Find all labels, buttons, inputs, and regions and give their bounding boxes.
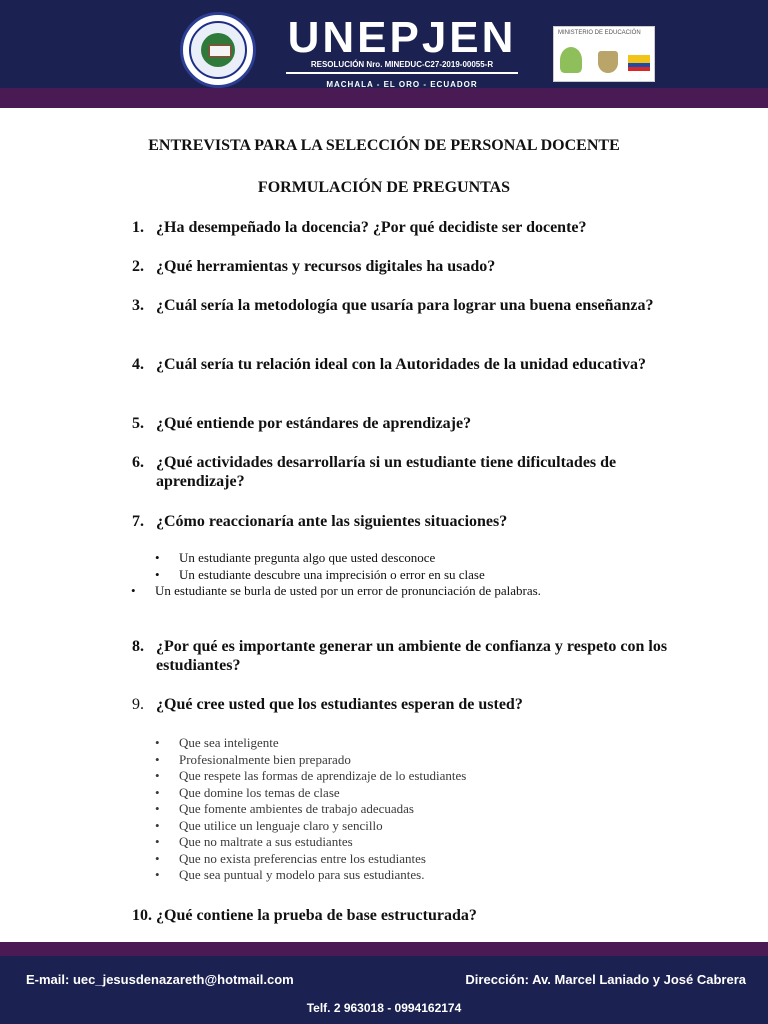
question-number: 5. <box>132 415 144 432</box>
question-text: ¿Qué entiende por estándares de aprendizaje? <box>156 415 472 432</box>
list-item: • Que no exista preferencias entre los estudiantes <box>155 851 625 868</box>
footer-phone: Telf. 2 963018 - 0994162174 <box>306 1001 462 1015</box>
question-item <box>132 906 672 925</box>
document-subtitle: FORMULACIÓN DE PREGUNTAS <box>257 179 511 196</box>
question-number: 4. <box>132 356 144 373</box>
situations-list <box>155 550 625 600</box>
header-accent-band <box>0 88 768 108</box>
question-text: ¿Qué actividades desarrollaría si un estudiante tiene dificultades de aprendizaje? <box>156 454 617 490</box>
question-text: ¿Cómo reaccionaría ante las siguientes situaciones? <box>156 513 508 530</box>
question-item <box>132 695 672 714</box>
resolution-number: RESOLUCIÓN Nro. MINEDUC-C27-2019-00055-R <box>310 60 494 69</box>
header-location: MACHALA - EL ORO - ECUADOR <box>326 80 478 89</box>
question-item <box>132 355 672 374</box>
question-text: ¿Por qué es importante generar un ambiente de confianza y respeto con los estudiantes? <box>156 638 668 674</box>
tree-icon <box>560 47 582 73</box>
question-item <box>132 218 672 237</box>
question-text: ¿Qué herramientas y recursos digitales ha usado? <box>156 258 496 275</box>
question-item <box>132 453 672 491</box>
header-divider <box>286 72 518 74</box>
question-text: ¿Qué contiene la prueba de base estructurada? <box>156 907 477 924</box>
document-title: ENTREVISTA PARA LA SELECCIÓN DE PERSONAL DOCENTE <box>148 137 620 154</box>
list-item: • Profesionalmente bien preparado <box>155 752 625 769</box>
question-text: ¿Ha desempeñado la docencia? ¿Por qué decidiste ser docente? <box>156 219 587 236</box>
question-number: 1. <box>132 219 144 236</box>
ministry-label: MINISTERIO DE EDUCACIÓN <box>558 30 641 36</box>
book-icon <box>209 45 231 57</box>
list-item: • Que utilice un lenguaje claro y sencillo <box>155 818 625 835</box>
question-number: 3. <box>132 297 144 314</box>
list-item: • Que respete las formas de aprendizaje de lo estudiantes <box>155 768 625 785</box>
brand-name: UNEPJEN <box>287 13 517 62</box>
list-item: • Un estudiante descubre una imprecisión o error en su clase <box>155 567 625 584</box>
footer-address: Dirección: Av. Marcel Laniado y José Cabrera <box>465 972 746 987</box>
question-text: ¿Qué cree usted que los estudiantes esperan de usted? <box>156 696 523 713</box>
question-item <box>132 414 672 433</box>
question-item <box>132 296 672 315</box>
question-number: 8. <box>132 638 144 655</box>
footer-email: E-mail: uec_jesusdenazareth@hotmail.com <box>26 972 294 987</box>
coat-of-arms-icon <box>598 51 618 73</box>
list-item: • Que sea puntual y modelo para sus estudiantes. <box>155 867 625 884</box>
question-item <box>132 637 672 675</box>
list-item: • Que no maltrate a sus estudiantes <box>155 834 625 851</box>
list-item: • Que sea inteligente <box>155 735 625 752</box>
school-seal-logo <box>180 12 256 88</box>
question-number: 6. <box>132 454 144 471</box>
list-item: • Un estudiante pregunta algo que usted desconoce <box>155 550 625 567</box>
question-item <box>132 257 672 276</box>
question-number: 9. <box>132 696 144 713</box>
question-text: ¿Cuál sería tu relación ideal con la Autoridades de la unidad educativa? <box>156 356 646 373</box>
footer-accent-band <box>0 942 768 956</box>
list-item: • Que fomente ambientes de trabajo adecuadas <box>155 801 625 818</box>
question-number: 7. <box>132 513 144 530</box>
question-item <box>132 512 672 531</box>
question-number: 2. <box>132 258 144 275</box>
list-item: • Un estudiante se burla de usted por un error de pronunciación de palabras. <box>131 583 625 600</box>
flag-icon <box>628 55 650 71</box>
expectations-list <box>155 735 625 884</box>
list-item: • Que domine los temas de clase <box>155 785 625 802</box>
ministry-logo <box>553 26 655 82</box>
question-text: ¿Cuál sería la metodología que usaría para lograr una buena enseñanza? <box>156 297 654 314</box>
question-number: 10. <box>132 907 152 924</box>
